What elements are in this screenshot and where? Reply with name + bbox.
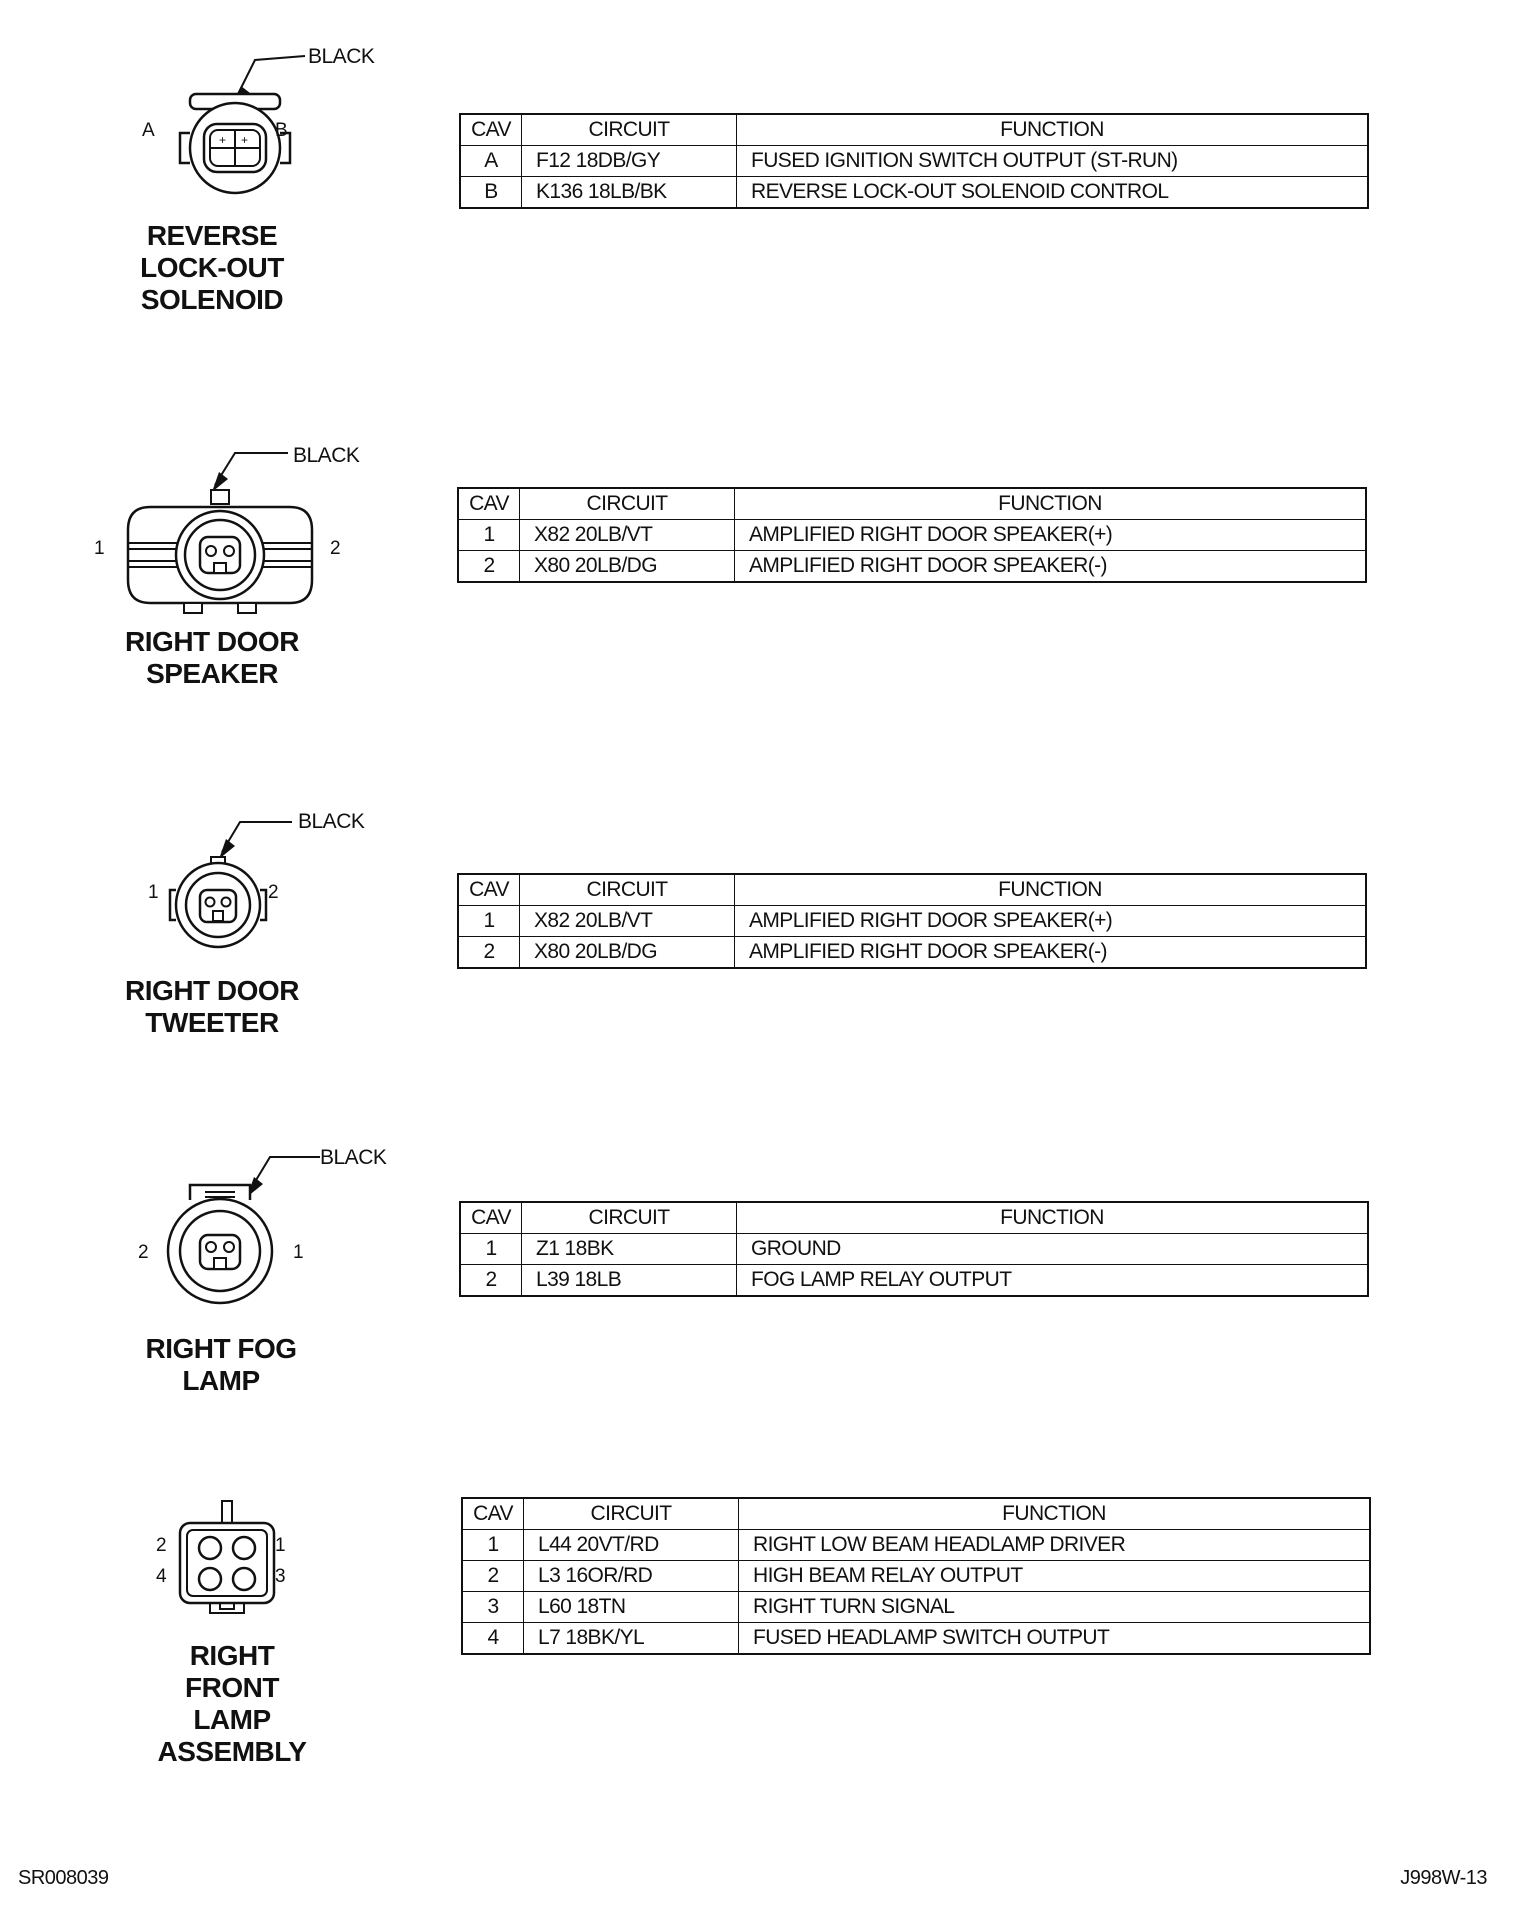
header-cav: CAV: [458, 488, 520, 520]
header-function: FUNCTION: [735, 874, 1367, 906]
header-circuit: CIRCUIT: [522, 114, 737, 146]
pin-label-2: 2: [138, 1242, 149, 1263]
cell-cav: 1: [458, 520, 520, 551]
cell-cav: 1: [462, 1530, 524, 1561]
table-row: [462, 1561, 1370, 1592]
header-cav: CAV: [460, 1202, 522, 1234]
table-row: [458, 520, 1366, 551]
cell-cav: 2: [458, 551, 520, 583]
footer-right-code: J998W-13: [1400, 1867, 1487, 1889]
pinout-table: [459, 1201, 1369, 1297]
cell-function: GROUND: [737, 1234, 1369, 1265]
table-row: [458, 551, 1366, 583]
header-function: FUNCTION: [739, 1498, 1371, 1530]
pin-label-1: 1: [148, 882, 159, 903]
cell-function: AMPLIFIED RIGHT DOOR SPEAKER(-): [735, 551, 1367, 583]
pin-label-3: 3: [275, 1566, 286, 1587]
pinout-table: [457, 873, 1367, 969]
table-header-row: [462, 1498, 1370, 1530]
cell-function: AMPLIFIED RIGHT DOOR SPEAKER(+): [735, 520, 1367, 551]
pin-label-2: 2: [268, 882, 279, 903]
cell-cav: 1: [460, 1234, 522, 1265]
cell-circuit: L44 20VT/RD: [524, 1530, 739, 1561]
table-row: [458, 906, 1366, 937]
cell-cav: A: [460, 146, 522, 177]
connector-name: REVERSE LOCK-OUT SOLENOID: [140, 220, 284, 315]
connector-face-icon: [170, 1495, 290, 1625]
cell-function: REVERSE LOCK-OUT SOLENOID CONTROL: [737, 177, 1369, 209]
header-function: FUNCTION: [735, 488, 1367, 520]
pin-label-1: 1: [293, 1242, 304, 1263]
table-row: [462, 1623, 1370, 1655]
table-row: [460, 146, 1368, 177]
table-row: [460, 177, 1368, 209]
footer-left-code: SR008039: [18, 1867, 109, 1889]
connector-diagram: [160, 1145, 330, 1315]
cell-circuit: L39 18LB: [522, 1265, 737, 1297]
cell-cav: 3: [462, 1592, 524, 1623]
cell-circuit: X82 20LB/VT: [520, 520, 735, 551]
table-row: [462, 1592, 1370, 1623]
connector-color-label: BLACK: [320, 1146, 387, 1169]
cell-cav: 4: [462, 1623, 524, 1655]
cell-cav: 1: [458, 906, 520, 937]
cell-circuit: L60 18TN: [524, 1592, 739, 1623]
pin-label-1: 1: [94, 538, 105, 559]
connector-name: RIGHT FOG LAMP: [145, 1333, 297, 1396]
cell-circuit: L7 18BK/YL: [524, 1623, 739, 1655]
table-row: [460, 1265, 1368, 1297]
header-cav: CAV: [460, 114, 522, 146]
pin-label-a: A: [142, 120, 155, 141]
cell-cav: 2: [458, 937, 520, 969]
table-row: [460, 1234, 1368, 1265]
connector-diagram: [170, 1495, 290, 1625]
table-row: [462, 1530, 1370, 1561]
header-circuit: CIRCUIT: [522, 1202, 737, 1234]
connector-face-icon: [120, 445, 350, 625]
connector-face-icon: [160, 1145, 330, 1315]
cell-circuit: K136 18LB/BK: [522, 177, 737, 209]
pin-label-1: 1: [275, 1535, 286, 1556]
header-circuit: CIRCUIT: [520, 874, 735, 906]
cell-function: RIGHT TURN SIGNAL: [739, 1592, 1371, 1623]
cell-function: HIGH BEAM RELAY OUTPUT: [739, 1561, 1371, 1592]
pin-label-2: 2: [330, 538, 341, 559]
cell-cav: B: [460, 177, 522, 209]
table-header-row: [460, 114, 1368, 146]
cell-function: FUSED HEADLAMP SWITCH OUTPUT: [739, 1623, 1371, 1655]
header-cav: CAV: [462, 1498, 524, 1530]
pin-label-2: 2: [156, 1535, 167, 1556]
svg-text:+: +: [219, 133, 227, 147]
cell-function: AMPLIFIED RIGHT DOOR SPEAKER(+): [735, 906, 1367, 937]
cell-cav: 2: [460, 1265, 522, 1297]
cell-function: FUSED IGNITION SWITCH OUTPUT (ST-RUN): [737, 146, 1369, 177]
connector-diagram: [120, 445, 350, 625]
cell-circuit: X82 20LB/VT: [520, 906, 735, 937]
table-header-row: [458, 488, 1366, 520]
svg-text:+: +: [241, 133, 249, 147]
pinout-table: [459, 113, 1369, 209]
header-circuit: CIRCUIT: [520, 488, 735, 520]
header-function: FUNCTION: [737, 1202, 1369, 1234]
pin-label-b: B: [275, 120, 288, 141]
connector-name: RIGHT DOOR TWEETER: [125, 975, 299, 1038]
cell-function: RIGHT LOW BEAM HEADLAMP DRIVER: [739, 1530, 1371, 1561]
pinout-table: [461, 1497, 1371, 1655]
header-circuit: CIRCUIT: [524, 1498, 739, 1530]
cell-circuit: X80 20LB/DG: [520, 937, 735, 969]
cell-circuit: X80 20LB/DG: [520, 551, 735, 583]
connector-color-label: BLACK: [293, 444, 360, 467]
cell-function: FOG LAMP RELAY OUTPUT: [737, 1265, 1369, 1297]
header-function: FUNCTION: [737, 114, 1369, 146]
pinout-table: [457, 487, 1367, 583]
pin-label-4: 4: [156, 1566, 167, 1587]
cell-cav: 2: [462, 1561, 524, 1592]
table-header-row: [458, 874, 1366, 906]
connector-color-label: BLACK: [308, 45, 375, 68]
connector-color-label: BLACK: [298, 810, 365, 833]
connector-name: RIGHT FRONT LAMP ASSEMBLY: [157, 1640, 307, 1767]
cell-circuit: F12 18DB/GY: [522, 146, 737, 177]
cell-function: AMPLIFIED RIGHT DOOR SPEAKER(-): [735, 937, 1367, 969]
cell-circuit: L3 16OR/RD: [524, 1561, 739, 1592]
header-cav: CAV: [458, 874, 520, 906]
table-row: [458, 937, 1366, 969]
cell-circuit: Z1 18BK: [522, 1234, 737, 1265]
table-header-row: [460, 1202, 1368, 1234]
connector-name: RIGHT DOOR SPEAKER: [125, 626, 299, 689]
